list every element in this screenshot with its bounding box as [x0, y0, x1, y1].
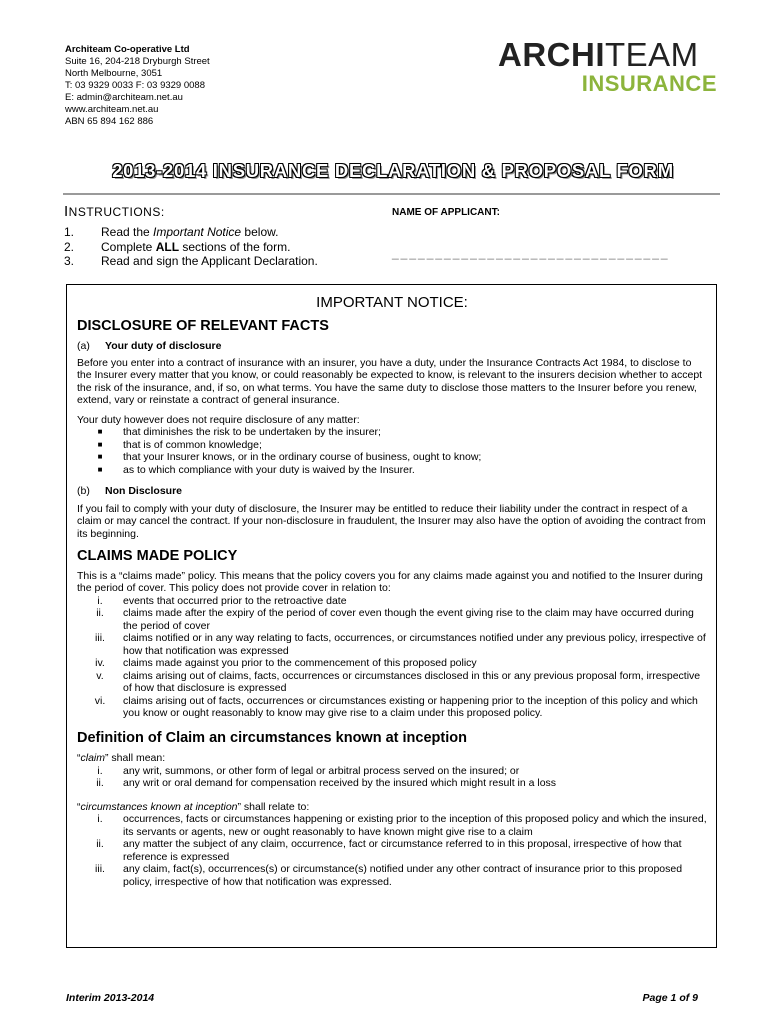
applicant-label: NAME OF APPLICANT: [392, 207, 500, 218]
logo-bold: ARCHI [498, 36, 605, 73]
claim-definition-intro: “claim” shall mean: [77, 752, 166, 764]
architeam-logo [498, 38, 723, 96]
claims-item: i. events that occurred prior to the retroactive date [97, 594, 347, 607]
bullet-icon: ■ [97, 427, 103, 436]
email-line: E: admin@architeam.net.au [65, 92, 183, 103]
claims-heading: CLAIMS MADE POLICY [77, 548, 238, 564]
bullet-icon: ■ [97, 452, 103, 461]
notice-title: IMPORTANT NOTICE: [316, 294, 468, 311]
company-contact [65, 44, 210, 128]
claims-item: v. claims arising out of claims, facts, occurrences or circumstances disclosed in this or any previous proposal form, irrespective of how that disclosure is expressed [96, 669, 701, 694]
company-name: Architeam Co-operative Ltd [65, 44, 190, 55]
bullet-item: ■ that your Insurer knows, or in the ordinary course of business, ought to know; [77, 451, 707, 464]
claims-paragraph: This is a “claims made” policy. This means that the policy covers you for any claims made against you and notified to the Insurer during the period of cover. This policy does not provide cover in relation to: [77, 569, 703, 594]
website-line: www.architeam.net.au [65, 104, 159, 115]
instructions-list [64, 225, 318, 269]
circumstances-item: i. occurrences, facts or circumstances happening or existing prior to the inception of this proposed policy and which the insured, its servants or agents, new or ought reasonably to have known might give rise to a claim [97, 813, 707, 838]
logo-sub: INSURANCE [581, 71, 717, 96]
duty-paragraph: Before you enter into a contract of insurance with an insurer, you have a duty, under the Insurance Contracts Act 1984, to disclose to the Insurer every matter that you know, or could reasonably be expected to know, is relevant to the insurers decision whether to accept the risk of the insurance, and, if so, on what terms. You have the same duty to disclose those matters to the Insurer before you renew, extend, vary or reinstate a contract of general insurance. [77, 356, 703, 406]
bullet-item: ■ that diminishes the risk to be undertaken by the insurer; [77, 426, 707, 439]
footer-version: Interim 2013-2014 [66, 992, 155, 1004]
duty-not-intro: Your duty however does not require disclosure of any matter: [77, 413, 360, 426]
bullet-item: ■ that is of common knowledge; [77, 439, 707, 452]
nondisclosure-subheading: (b) Non Disclosure [77, 485, 183, 497]
page-number: Page 1 of 9 [642, 992, 698, 1004]
disclosure-heading: DISCLOSURE OF RELEVANT FACTS [77, 317, 329, 334]
bullet-icon: ■ [97, 464, 103, 474]
logo-light: TEAM [605, 36, 699, 73]
phone-line: T: 03 9329 0033 F: 03 9329 0088 [65, 80, 205, 91]
instruction-item: 2. Complete ALL sections of the form. [64, 239, 291, 254]
abn-line: ABN 65 894 162 886 [65, 116, 154, 127]
applicant-name-field[interactable]: ________________________________ [392, 246, 670, 260]
circumstances-intro: “circumstances known at inception” shall relate to: [77, 800, 310, 813]
bullet-item: ■ as to which compliance with your duty is waived by the Insurer. [77, 464, 707, 477]
claims-item: ii. claims made after the expiry of the period of cover even though the event giving rise to the claim may have occurred during the period of cover [96, 607, 694, 632]
claim-definition-item: i. any writ, summons, or other form of legal or arbitral process served on the insured; or [97, 764, 520, 777]
instructions-heading: INSTRUCTIONS: [64, 203, 165, 220]
circumstances-item: ii. any matter the subject of any claim, occurrence, fact or circumstance referred to in this proposal, irrespective of how that reference is expressed [96, 838, 682, 863]
claims-item: iv. claims made against you prior to the commencement of this proposed policy [95, 657, 477, 669]
address-line: Suite 16, 204-218 Dryburgh Street [65, 56, 210, 67]
address-line: North Melbourne, 3051 [65, 68, 163, 79]
instruction-item: 1. Read the Important Notice below. [64, 225, 279, 239]
claim-definition-item: ii. any writ or oral demand for compensation received by the insured which might result in a loss [96, 777, 557, 789]
important-notice-box [66, 284, 717, 948]
duty-subheading: (a) Your duty of disclosure [77, 340, 222, 352]
definition-heading: Definition of Claim an circumstances known at inception [77, 729, 467, 746]
bullet-icon: ■ [97, 439, 103, 449]
instruction-item: 3. Read and sign the Applicant Declaration. [64, 254, 318, 268]
claims-item: iii. claims notified or in any way relating to facts, occurrences, or circumstances notified under any previous policy, irrespective of how that notification was expressed [95, 632, 706, 657]
page-title: 2013-2014 INSURANCE DECLARATION & PROPOSAL FORM [112, 160, 674, 181]
title-divider [63, 193, 720, 195]
circumstances-item: iii. any claim, fact(s), occurrences(s) or circumstance(s) notified under any other contract of insurance prior to this proposed policy, irrespective of how that notification was expressed. [95, 863, 683, 888]
claims-item: vi. claims arising out of facts, occurrences or circumstances existing or happening prior to the inception of this policy and which you know or ought reasonably to know may give rise to a claim under this proposed policy. [94, 694, 698, 719]
nondisclosure-paragraph: If you fail to comply with your duty of disclosure, the Insurer may be entitled to reduce their liability under the contract in respect of a claim or may cancel the contract. If your non-disclosure in fraudulent, the Insurer may also have the option of avoiding the contract from its beginning. [77, 502, 706, 540]
